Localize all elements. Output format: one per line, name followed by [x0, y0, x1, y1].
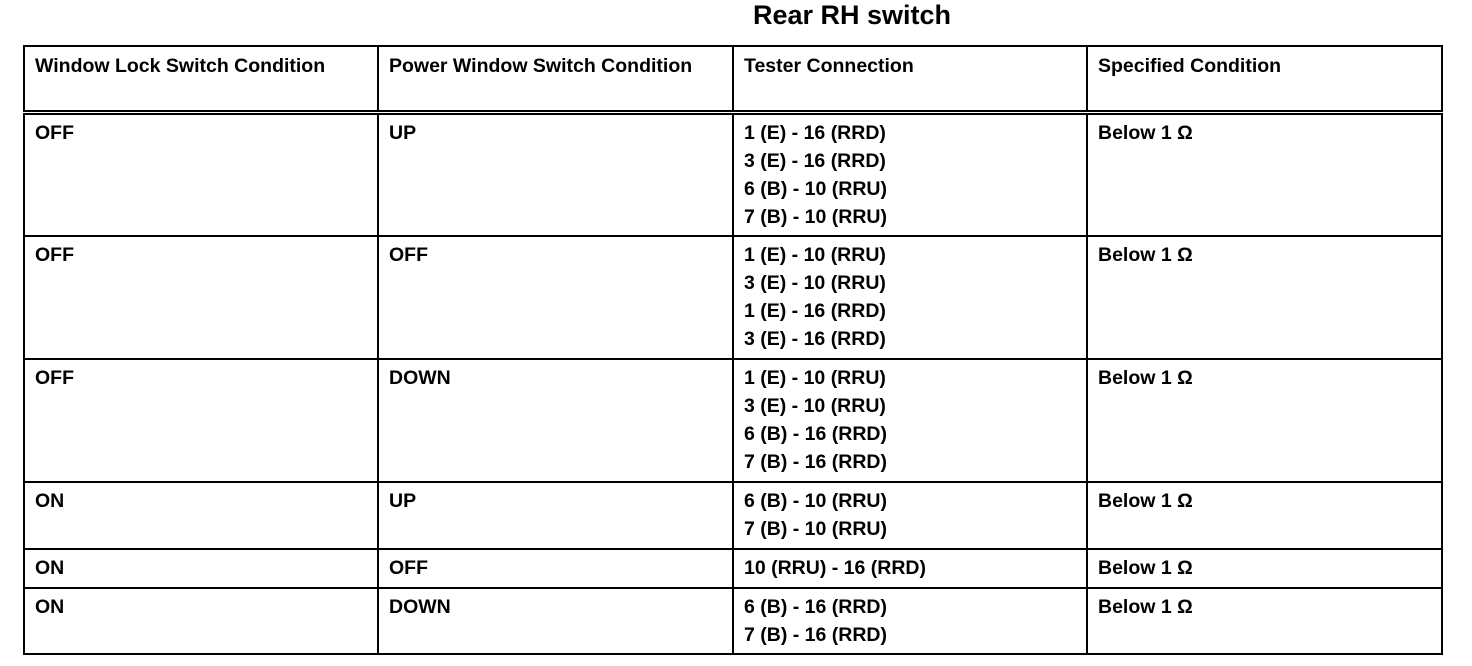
cell-specified-condition: Below 1 Ω — [1087, 549, 1442, 588]
cell-tester-connection — [733, 588, 1087, 654]
connection-line: 3 (E) - 10 (RRU) — [744, 272, 886, 294]
cell-window-lock: ON — [24, 549, 378, 588]
connection-line: 10 (RRU) - 16 (RRD) — [744, 557, 927, 579]
cell-tester-connection — [733, 549, 1087, 588]
table-row — [24, 588, 1442, 654]
connection-line: 7 (B) - 16 (RRD) — [744, 624, 888, 646]
cell-tester-connection — [733, 113, 1087, 237]
cell-specified-condition: Below 1 Ω — [1087, 113, 1442, 237]
cell-power-window: DOWN — [378, 359, 733, 482]
connection-line: 1 (E) - 10 (RRU) — [744, 244, 886, 266]
header-specified-condition: Specified Condition — [1087, 46, 1442, 113]
page-title: Rear RH switch — [752, 0, 952, 30]
connection-line: 3 (E) - 16 (RRD) — [744, 328, 886, 350]
table-row — [24, 549, 1442, 588]
cell-power-window: DOWN — [378, 588, 733, 654]
cell-window-lock: OFF — [24, 359, 378, 482]
connection-line: 7 (B) - 10 (RRU) — [744, 206, 888, 228]
cell-specified-condition: Below 1 Ω — [1087, 588, 1442, 654]
cell-specified-condition: Below 1 Ω — [1087, 236, 1442, 359]
cell-tester-connection — [733, 359, 1087, 482]
connection-line: 1 (E) - 16 (RRD) — [744, 122, 886, 144]
cell-window-lock: OFF — [24, 113, 378, 237]
header-tester-connection: Tester Connection — [733, 46, 1087, 113]
cell-specified-condition: Below 1 Ω — [1087, 482, 1442, 549]
table-row — [24, 113, 1442, 237]
connection-line: 7 (B) - 10 (RRU) — [744, 518, 888, 540]
connection-line: 6 (B) - 16 (RRD) — [744, 423, 888, 445]
connection-line: 6 (B) - 10 (RRU) — [744, 178, 888, 200]
connection-line: 1 (E) - 10 (RRU) — [744, 367, 886, 389]
connection-line: 3 (E) - 16 (RRD) — [744, 150, 886, 172]
table-header — [24, 46, 1442, 113]
cell-power-window: OFF — [378, 236, 733, 359]
cell-window-lock: OFF — [24, 236, 378, 359]
table-row — [24, 482, 1442, 549]
cell-window-lock: ON — [24, 482, 378, 549]
table-row — [24, 359, 1442, 482]
header-window-lock-condition: Window Lock Switch Condition — [24, 46, 378, 113]
cell-tester-connection — [733, 236, 1087, 359]
table-row — [24, 236, 1442, 359]
connection-line: 6 (B) - 10 (RRU) — [744, 490, 888, 512]
cell-power-window: UP — [378, 113, 733, 237]
cell-power-window: UP — [378, 482, 733, 549]
cell-power-window: OFF — [378, 549, 733, 588]
cell-tester-connection — [733, 482, 1087, 549]
connection-line: 1 (E) - 16 (RRD) — [744, 300, 886, 322]
header-power-window-condition: Power Window Switch Condition — [378, 46, 733, 113]
table-body — [24, 113, 1442, 655]
header-row — [24, 46, 1442, 113]
rear-rh-switch-table — [23, 45, 1443, 655]
connection-line: 6 (B) - 16 (RRD) — [744, 596, 888, 618]
cell-specified-condition: Below 1 Ω — [1087, 359, 1442, 482]
cell-window-lock: ON — [24, 588, 378, 654]
connection-line: 3 (E) - 10 (RRU) — [744, 395, 886, 417]
connection-line: 7 (B) - 16 (RRD) — [744, 451, 888, 473]
